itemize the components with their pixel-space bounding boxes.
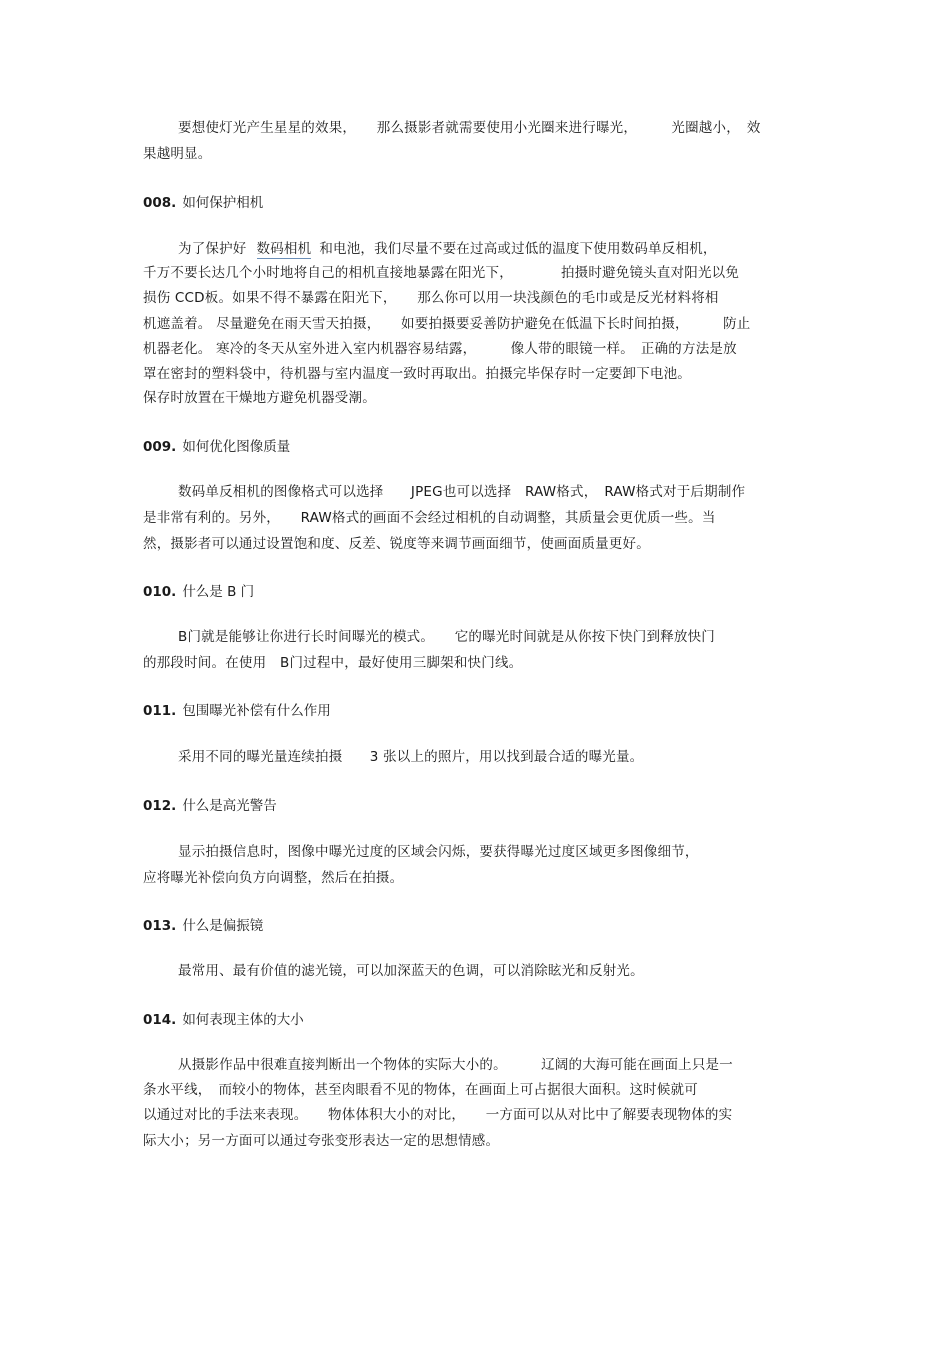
section-number: 014. [143,1012,177,1028]
paragraph-line [178,240,717,258]
intro-line-2: 果越明显。 [143,146,212,162]
section-heading-012 [143,797,277,815]
section-number: 013. [143,918,177,934]
section-heading-010 [143,583,254,601]
paragraph-line: 机遮盖着。 尽量避免在雨天雪天拍摄， 如要拍摄要妥善防护避免在低温下长时间拍摄， 防止 [143,316,751,332]
section-heading-009 [143,438,290,456]
section-title: 包围曝光补偿有什么作用 [182,703,331,719]
section-number: 011. [143,703,177,719]
paragraph-line: 保存时放置在干燥地方避免机器受潮。 [143,390,376,406]
section-title: 什么是 B 门 [182,584,255,600]
paragraph-line: 最常用、最有价值的滤光镜，可以加深蓝天的色调，可以消除眩光和反射光。 [178,963,644,979]
section-number: 012. [143,798,177,814]
section-heading-013 [143,917,263,935]
paragraph-line: 然，摄影者可以通过设置饱和度、反差、锐度等来调节画面细节，使画面质量更好。 [143,536,650,552]
paragraph-line: 损伤 CCD板。如果不得不暴露在阳光下， 那么你可以用一块浅颜色的毛巾或是反光材料将相 [143,290,719,306]
section-heading-011 [143,702,331,720]
paragraph-line: 的那段时间。在使用 B门过程中，最好使用三脚架和快门线。 [143,655,523,671]
paragraph-line: 显示拍摄信息时，图像中曝光过度的区域会闪烁，要获得曝光过度区域更多图像细节， [178,844,699,860]
section-number: 009. [143,439,177,455]
section-title: 如何优化图像质量 [182,439,291,455]
intro-line-1: 要想使灯光产生星星的效果， 那么摄影者就需要使用小光圈来进行曝光， 光圈越小， 效 [178,120,761,136]
paragraph-line: 条水平线， 而较小的物体，甚至肉眼看不见的物体，在画面上可占据很大面积。这时候就可 [143,1082,698,1098]
section-title: 如何表现主体的大小 [182,1012,304,1028]
paragraph-line: 采用不同的曝光量连续拍摄 3 张以上的照片，用以找到最合适的曝光量。 [178,749,644,765]
text-run: 为了保护好 [178,241,247,257]
section-title: 如何保护相机 [182,195,264,211]
section-number: 010. [143,584,177,600]
section-title: 什么是高光警告 [182,798,277,814]
text-run: 和电池，我们尽量不要在过高或过低的温度下使用数码单反相机， [319,241,717,257]
section-heading-014 [143,1011,304,1029]
section-heading-008 [143,194,263,212]
section-title: 什么是偏振镜 [182,918,264,934]
paragraph-line: 从摄影作品中很难直接判断出一个物体的实际大小的。 辽阔的大海可能在画面上只是一 [178,1057,733,1073]
digital-camera-link[interactable]: 数码相机 [256,241,312,257]
paragraph-line: 罩在密封的塑料袋中，待机器与室内温度一致时再取出。拍摄完毕保存时一定要卸下电池。 [143,366,691,382]
paragraph-line: 际大小；另一方面可以通过夸张变形表达一定的思想情感。 [143,1133,500,1149]
paragraph-line: 千万不要长达几个小时地将自己的相机直接地暴露在阳光下， 拍摄时避免镜头直对阳光以免 [143,265,740,281]
section-number: 008. [143,195,177,211]
paragraph-line: 机器老化。 寒冷的冬天从室外进入室内机器容易结露， 像人带的眼镜一样。 正确的方法是放 [143,341,737,357]
paragraph-line: 以通过对比的手法来表现。 物体体积大小的对比， 一方面可以从对比中了解要表现物体的实 [143,1107,733,1123]
paragraph-line: 数码单反相机的图像格式可以选择 JPEG也可以选择 RAW格式， RAW格式对于后期制作 [178,484,746,500]
paragraph-line: 是非常有利的。另外， RAW格式的画面不会经过相机的自动调整，其质量会更优质一些。当 [143,510,716,526]
paragraph-line: 应将曝光补偿向负方向调整，然后在拍摄。 [143,870,404,886]
paragraph-line: B门就是能够让你进行长时间曝光的模式。 它的曝光时间就是从你按下快门到释放快门 [178,629,716,645]
